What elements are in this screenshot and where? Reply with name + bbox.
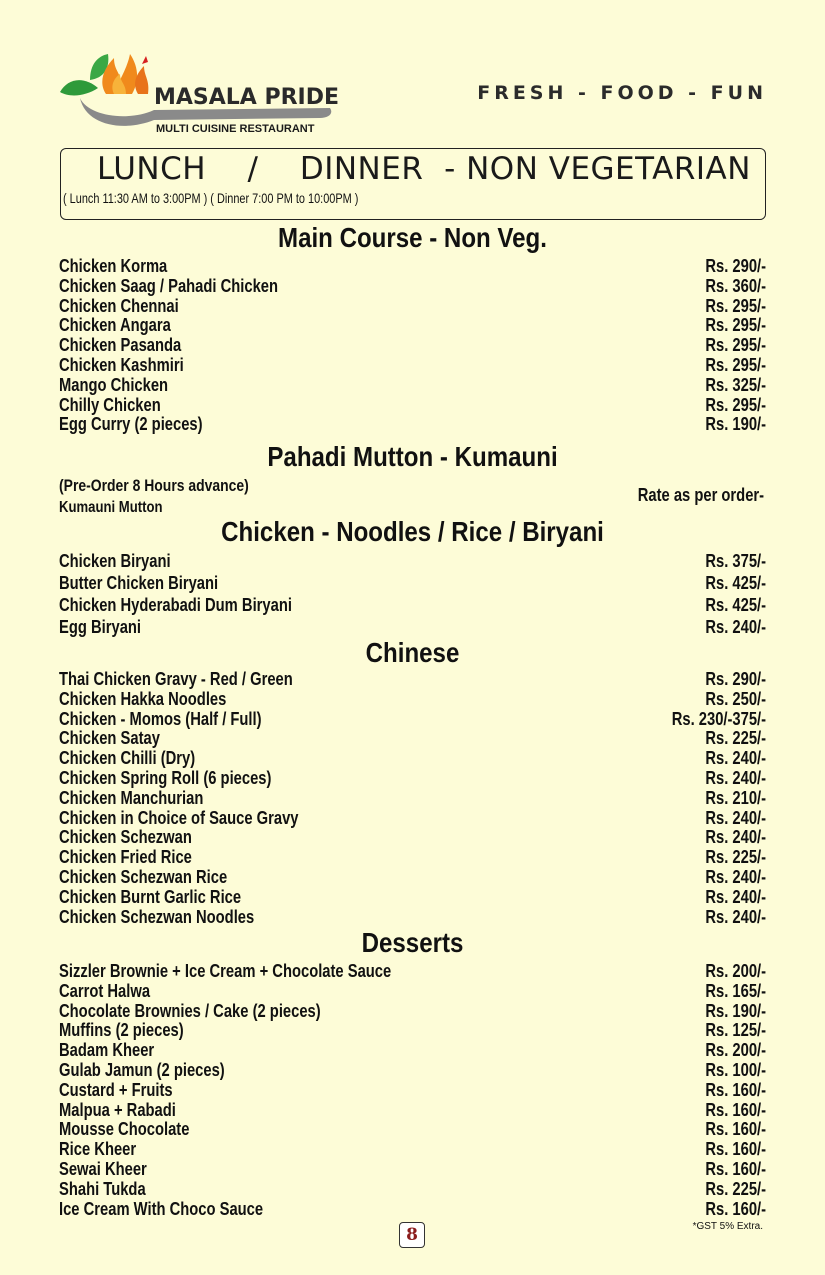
menu-item-name: Chicken Manchurian [59, 787, 204, 808]
section-title-main-course: Main Course - Non Veg. [278, 222, 547, 253]
menu-item [59, 1081, 766, 1101]
menu-item-name: Sizzler Brownie + Ice Cream + Chocolate Sauce [59, 961, 392, 981]
menu-item-name: Chicken Burnt Garlic Rice [59, 886, 242, 907]
menu-item-name: Carrot Halwa [59, 980, 151, 1001]
page-number: 8 [399, 1222, 425, 1248]
menu-item [59, 1061, 766, 1081]
menu-item-price: Rs. 240/- [705, 767, 766, 788]
menu-item-name: Malpua + Rabadi [59, 1099, 176, 1120]
menu-item [59, 336, 766, 356]
menu-item-name: Chicken in Choice of Sauce Gravy [59, 807, 299, 828]
menu-item-price: Rs. 230/-375/- [671, 708, 766, 729]
menu-item-name: Chicken Chennai [59, 295, 179, 316]
restaurant-logo [58, 50, 338, 136]
menu-item-name: Shahi Tukda [59, 1178, 146, 1199]
section-title-chinese: Chinese [365, 637, 460, 668]
menu-item-price: Rate as per order- [637, 485, 764, 505]
menu-item-price: Rs. 165/- [705, 980, 766, 1001]
menu-item [59, 848, 766, 868]
menu-item [59, 789, 766, 809]
menu-item-name: Rice Kheer [59, 1139, 137, 1160]
menu-item-name: Kumauni Mutton [59, 499, 163, 516]
menu-item-name: Egg Biryani [59, 617, 142, 637]
menu-item-price: Rs. 160/- [705, 1198, 766, 1219]
menu-item-name: Chicken Schezwan Rice [59, 866, 228, 887]
menu-item [59, 1021, 766, 1041]
menu-item-price: Rs. 240/- [705, 886, 766, 907]
menu-item-name: Chicken - Momos (Half / Full) [59, 708, 262, 729]
menu-item [59, 1140, 766, 1160]
menu-item-price: Rs. 240/- [705, 866, 766, 887]
menu-item [59, 356, 766, 376]
menu-item [59, 1160, 766, 1180]
menu-item [59, 572, 766, 594]
menu-item [59, 710, 766, 730]
menu-item-name: Ice Cream With Choco Sauce [59, 1198, 264, 1219]
menu-item-price: Rs. 290/- [705, 669, 766, 689]
page-title: LUNCH / DINNER - NON VEGETARIAN [97, 151, 751, 187]
menu-item [59, 1101, 766, 1121]
menu-item-name: Sewai Kheer [59, 1158, 147, 1179]
menu-item-price: Rs. 190/- [705, 1000, 766, 1021]
menu-item-price: Rs. 200/- [705, 1040, 766, 1061]
menu-item-price: Rs. 240/- [705, 906, 766, 927]
menu-item [59, 616, 766, 638]
menu-item-name: Egg Curry (2 pieces) [59, 414, 203, 435]
section-title-desserts: Desserts [361, 927, 464, 958]
menu-item-price: Rs. 325/- [705, 374, 766, 395]
section-title-pahadi: Pahadi Mutton - Kumauni [267, 441, 558, 472]
menu-item-price: Rs. 295/- [705, 315, 766, 336]
menu-item-price: Rs. 225/- [705, 728, 766, 749]
menu-item-name: Chicken Schezwan [59, 827, 192, 848]
menu-item-price: Rs. 100/- [705, 1059, 766, 1080]
menu-item-name: Chicken Spring Roll (6 pieces) [59, 767, 272, 788]
menu-item [59, 908, 766, 928]
menu-item [59, 277, 766, 297]
menu-item-price: Rs. 160/- [705, 1139, 766, 1160]
menu-item [59, 1002, 766, 1022]
menu-item [59, 809, 766, 829]
menu-item-price: Rs. 240/- [705, 617, 766, 637]
menu-item-price: Rs. 225/- [705, 1178, 766, 1199]
menu-item-name: Chicken Kashmiri [59, 354, 184, 375]
biryani-list [59, 550, 766, 638]
menu-item [59, 1180, 766, 1200]
menu-item [59, 594, 766, 616]
meal-timings: ( Lunch 11:30 AM to 3:00PM ) ( Dinner 7:00 PM to 10:00PM ) [63, 190, 359, 206]
menu-item [59, 297, 766, 317]
logo-brand-text: MASALA PRIDE [154, 85, 338, 110]
menu-item-name: Gulab Jamun (2 pieces) [59, 1059, 225, 1080]
menu-item-price: Rs. 375/- [705, 551, 766, 571]
logo-graphic [58, 50, 338, 136]
menu-item-name: Thai Chicken Gravy - Red / Green [59, 669, 293, 689]
menu-item [59, 868, 766, 888]
menu-item-name: Chicken Fried Rice [59, 847, 192, 868]
menu-item-name: Chicken Hakka Noodles [59, 688, 227, 709]
menu-item-price: Rs. 240/- [705, 807, 766, 828]
section-title-biryani: Chicken - Noodles / Rice / Biryani [221, 516, 604, 547]
menu-item-price: Rs. 200/- [705, 961, 766, 981]
menu-item-name: Chicken Pasanda [59, 335, 182, 356]
menu-item-price: Rs. 125/- [705, 1020, 766, 1041]
menu-item-price: Rs. 250/- [705, 688, 766, 709]
menu-item-name: Chicken Hyderabadi Dum Biryani [59, 595, 292, 615]
menu-item [59, 1041, 766, 1061]
chinese-list [59, 670, 766, 927]
menu-item-price: Rs. 425/- [705, 573, 766, 593]
menu-item-price: Rs. 160/- [705, 1119, 766, 1140]
menu-item-name: Mango Chicken [59, 374, 169, 395]
menu-item [59, 415, 766, 435]
menu-item [59, 670, 766, 690]
menu-item-price: Rs. 425/- [705, 595, 766, 615]
menu-item-name: Chicken Chilli (Dry) [59, 748, 196, 769]
menu-item-name: Chicken Saag / Pahadi Chicken [59, 275, 279, 296]
menu-item [59, 1120, 766, 1140]
menu-item-name: Chicken Korma [59, 256, 168, 276]
menu-item-price: Rs. 190/- [705, 414, 766, 435]
menu-item-name: Chicken Satay [59, 728, 160, 749]
menu-item-price: Rs. 295/- [705, 295, 766, 316]
menu-item-price: Rs. 225/- [705, 847, 766, 868]
menu-item-name: Chocolate Brownies / Cake (2 pieces) [59, 1000, 321, 1021]
gst-note: *GST 5% Extra. [692, 1221, 763, 1232]
menu-item-name: Chilly Chicken [59, 394, 161, 415]
main-course-list [59, 257, 766, 435]
menu-item-price: Rs. 210/- [705, 787, 766, 808]
menu-item [59, 690, 766, 710]
menu-item [59, 396, 766, 416]
menu-item [59, 982, 766, 1002]
menu-item-price: Rs. 295/- [705, 354, 766, 375]
menu-item [59, 550, 766, 572]
menu-item-name: Mousse Chocolate [59, 1119, 190, 1140]
menu-item-name: Chicken Schezwan Noodles [59, 906, 255, 927]
menu-item [59, 888, 766, 908]
menu-item [59, 729, 766, 749]
title-box [60, 148, 766, 220]
menu-item-price: Rs. 290/- [705, 256, 766, 276]
menu-item-name: Custard + Fruits [59, 1079, 173, 1100]
logo-sub-text: MULTI CUISINE RESTAURANT [156, 123, 315, 135]
menu-item-name: Muffins (2 pieces) [59, 1020, 184, 1041]
menu-item [59, 828, 766, 848]
menu-item-price: Rs. 295/- [705, 335, 766, 356]
menu-item [59, 962, 766, 982]
preorder-note: (Pre-Order 8 Hours advance) [59, 476, 249, 495]
menu-item [59, 769, 766, 789]
desserts-list [59, 962, 766, 1219]
menu-item-price: Rs. 295/- [705, 394, 766, 415]
menu-item-name: Chicken Angara [59, 315, 171, 336]
menu-item [59, 257, 766, 277]
menu-item-price: Rs. 160/- [705, 1158, 766, 1179]
menu-item-price: Rs. 360/- [705, 275, 766, 296]
menu-item [59, 316, 766, 336]
menu-item [59, 1200, 766, 1220]
menu-item-price: Rs. 240/- [705, 827, 766, 848]
tagline: FRESH - FOOD - FUN [477, 82, 767, 104]
menu-item-price: Rs. 160/- [705, 1099, 766, 1120]
menu-item [59, 376, 766, 396]
menu-item-name: Badam Kheer [59, 1040, 155, 1061]
menu-item-name: Chicken Biryani [59, 551, 171, 571]
menu-item [59, 749, 766, 769]
menu-item-price: Rs. 240/- [705, 748, 766, 769]
menu-item-name: Butter Chicken Biryani [59, 573, 219, 593]
menu-item-price: Rs. 160/- [705, 1079, 766, 1100]
